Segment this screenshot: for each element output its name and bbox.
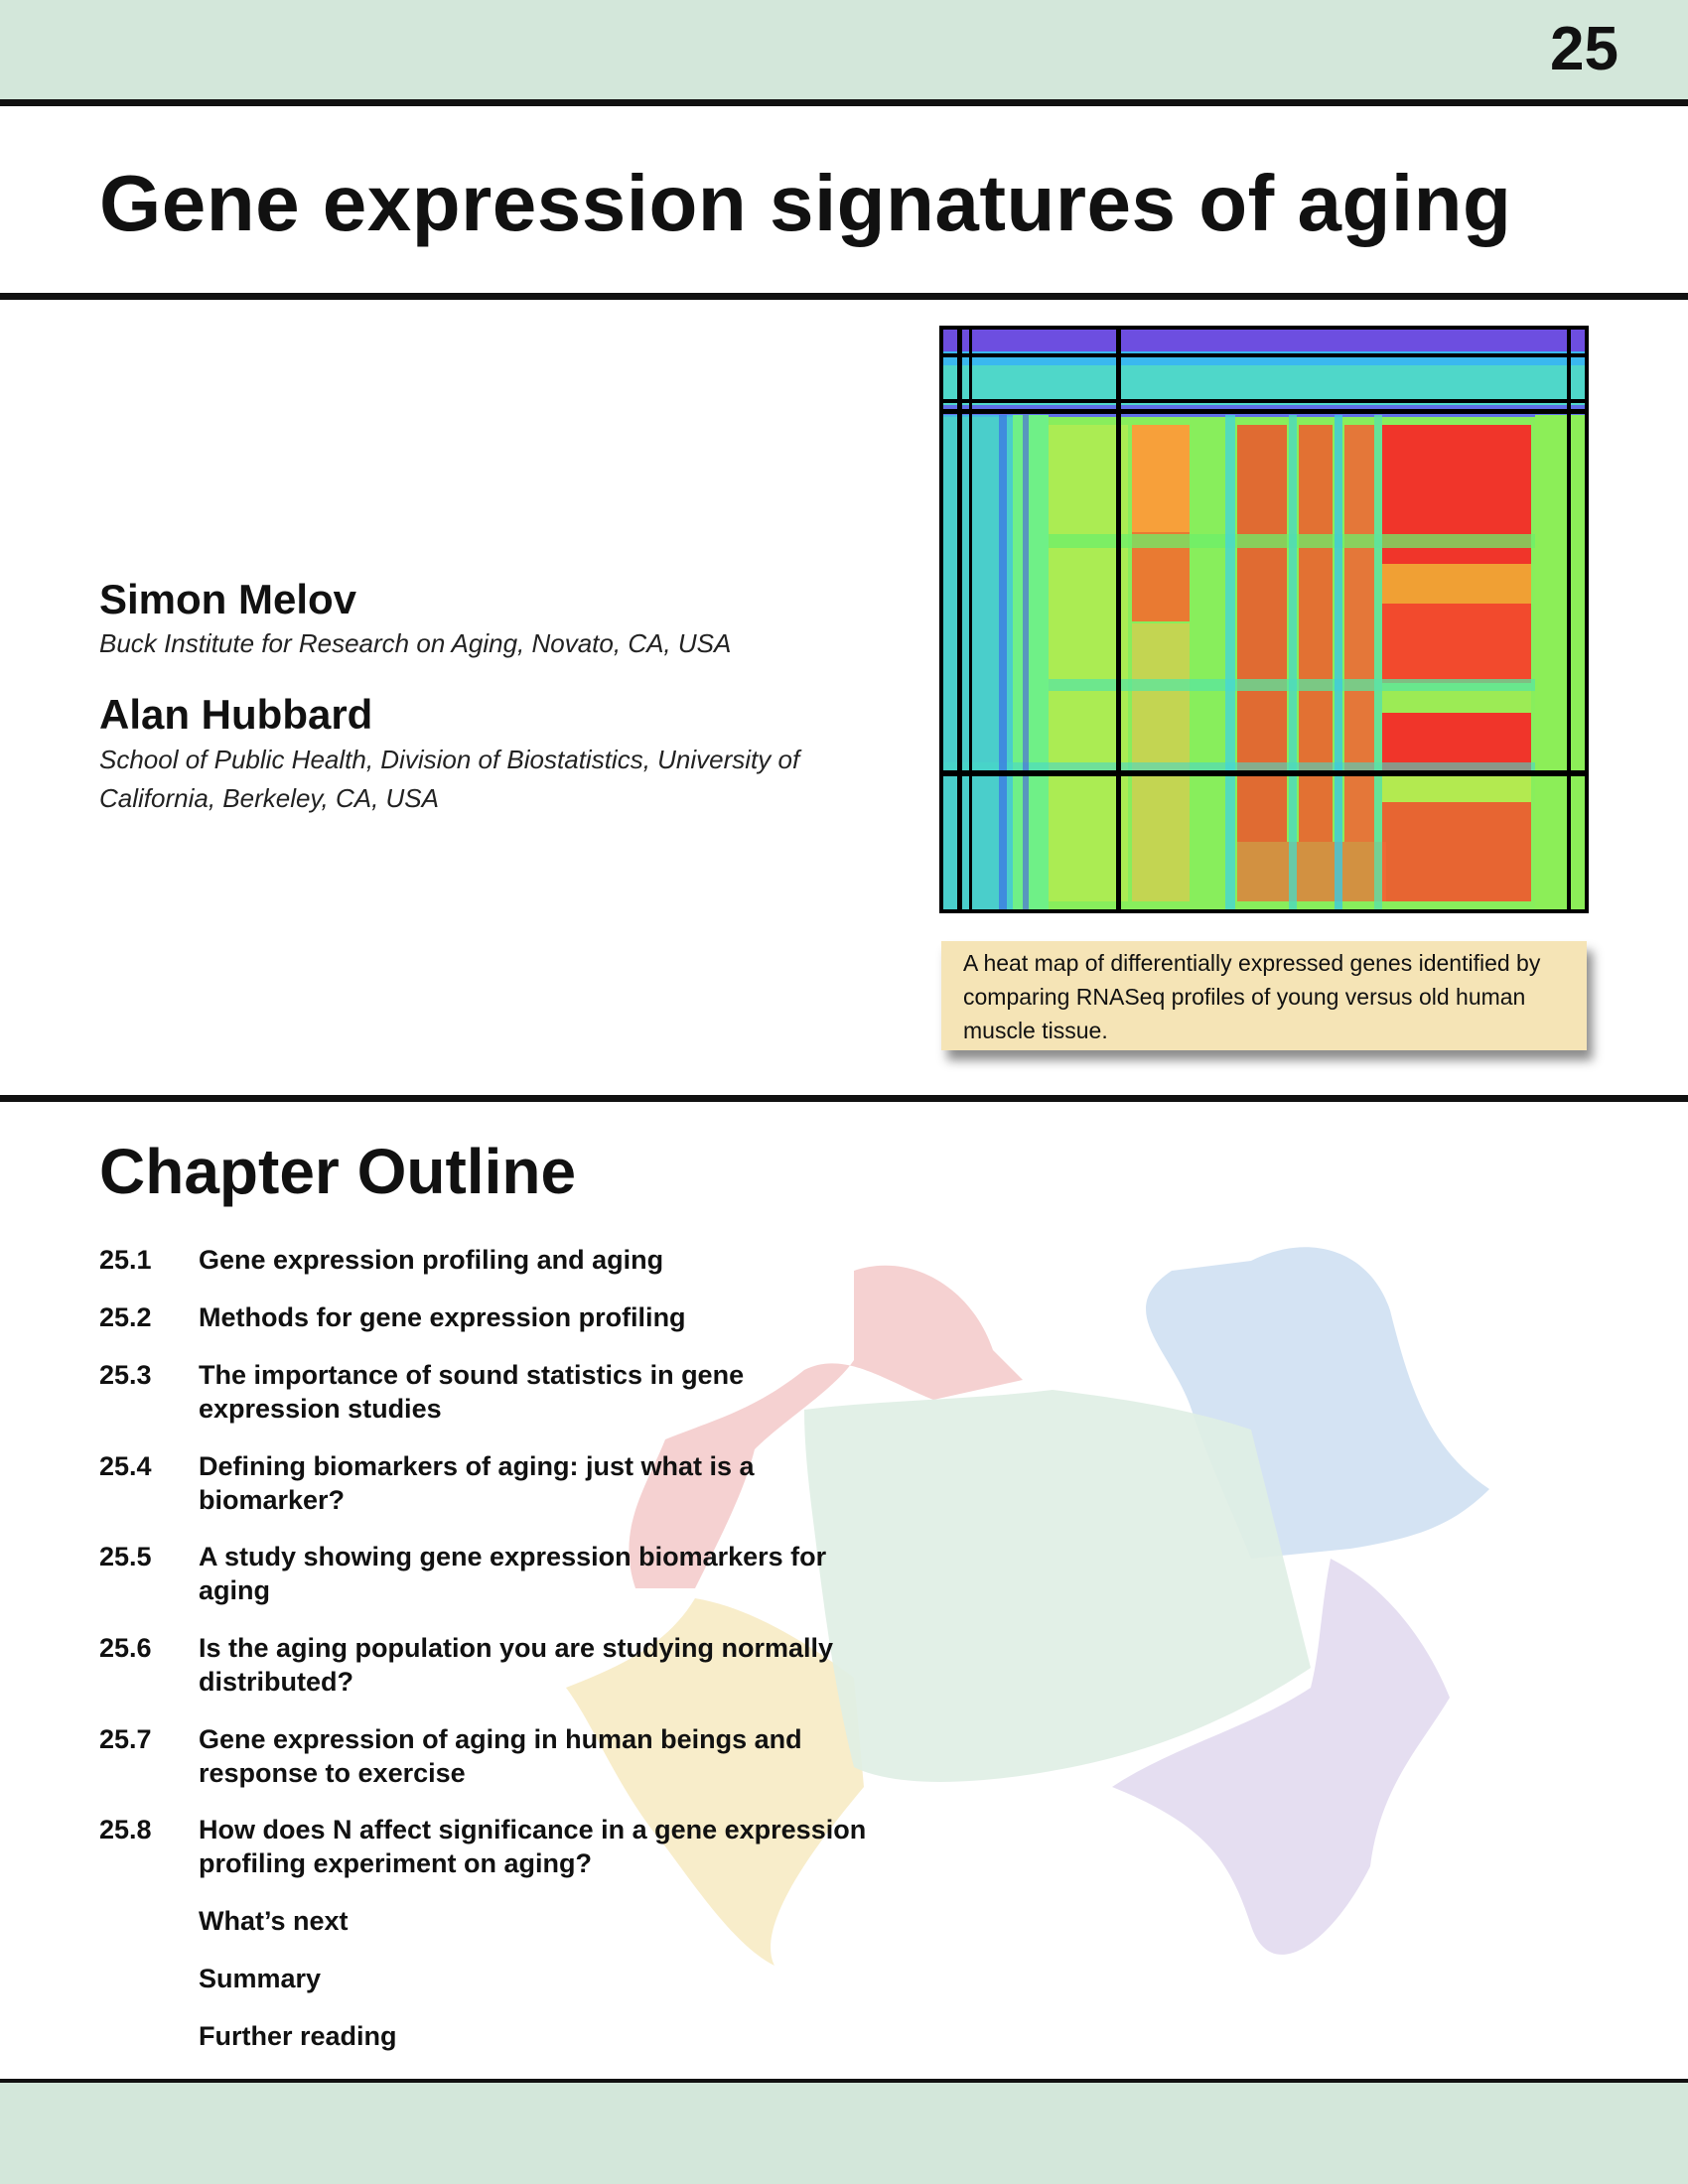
chapter-title: Gene expression signatures of aging bbox=[99, 159, 1512, 247]
outline-item-number: 25.2 bbox=[99, 1302, 152, 1332]
heatmap-block bbox=[1382, 564, 1531, 604]
divider bbox=[0, 99, 1688, 106]
page-number: 25 bbox=[1550, 15, 1618, 83]
outline-item-number: 25.4 bbox=[99, 1451, 152, 1481]
heatmap-grid-line bbox=[939, 409, 1589, 414]
outline-item-number: 25.7 bbox=[99, 1724, 152, 1754]
heatmap-band bbox=[1049, 679, 1585, 691]
divider bbox=[0, 293, 1688, 300]
outline-item-title: How does N affect significance in a gene expression profiling experiment on aging? bbox=[199, 1815, 867, 1878]
outline-item-number: 25.3 bbox=[99, 1360, 152, 1390]
heatmap-block bbox=[1382, 604, 1531, 683]
heatmap-block bbox=[1382, 802, 1531, 901]
author-affiliation: Buck Institute for Research on Aging, Novato, CA, USA bbox=[99, 628, 732, 658]
heatmap-grid-line bbox=[1116, 326, 1121, 913]
heatmap-image bbox=[939, 326, 1589, 913]
heatmap-block bbox=[1344, 425, 1374, 842]
heatmap-grid-line bbox=[969, 326, 972, 913]
heatmap-figure bbox=[939, 326, 1589, 913]
heatmap-band bbox=[1374, 415, 1382, 909]
heatmap-band bbox=[1013, 415, 1049, 909]
heatmap-grid-line bbox=[939, 770, 1589, 776]
heatmap-grid-line bbox=[957, 326, 962, 913]
heatmap-block bbox=[1299, 425, 1333, 842]
heatmap-band bbox=[1335, 415, 1342, 909]
outline-item-number: 25.5 bbox=[99, 1542, 152, 1571]
decorative-background-art bbox=[556, 1231, 1509, 2005]
header-band bbox=[0, 0, 1688, 99]
heatmap-band bbox=[943, 330, 1585, 351]
outline-item-title: Is the aging population you are studying normally distributed? bbox=[199, 1633, 834, 1697]
author-name: Alan Hubbard bbox=[99, 691, 373, 738]
outline-item-title: What’s next bbox=[199, 1906, 349, 1936]
footer-band bbox=[0, 2083, 1688, 2184]
outline-item-title: Methods for gene expression profiling bbox=[199, 1302, 686, 1332]
heatmap-block bbox=[1237, 425, 1287, 842]
heatmap-block bbox=[1237, 842, 1386, 901]
heatmap-band bbox=[1225, 415, 1235, 909]
author-affiliation: School of Public Health, Division of Biostatistics, University of California, Berkeley, CA, USA bbox=[99, 745, 800, 813]
outline-item-title: Further reading bbox=[199, 2021, 397, 2051]
heatmap-band bbox=[1023, 415, 1029, 909]
outline-item-number: 25.1 bbox=[99, 1245, 152, 1275]
heatmap-block bbox=[1132, 425, 1190, 532]
outline-item-number: 25.8 bbox=[99, 1815, 152, 1844]
figure-caption: A heat map of differentially expressed genes identified by comparing RNASeq profiles of young versus old human muscle tissue. bbox=[941, 941, 1587, 1050]
heatmap-grid-line bbox=[939, 353, 1589, 357]
heatmap-band bbox=[1289, 415, 1297, 909]
heatmap-band bbox=[943, 762, 1585, 770]
decorative-shape-green bbox=[804, 1390, 1311, 1782]
divider bbox=[0, 1095, 1688, 1102]
heatmap-band bbox=[999, 415, 1007, 909]
outline-item-title: The importance of sound statistics in gene expression studies bbox=[199, 1360, 745, 1424]
heatmap-grid-line bbox=[1567, 326, 1571, 913]
author-name: Simon Melov bbox=[99, 576, 357, 622]
heatmap-block bbox=[1382, 772, 1531, 802]
heatmap-band bbox=[1535, 415, 1585, 909]
heatmap-grid-line bbox=[939, 399, 1589, 403]
heatmap-band bbox=[1049, 534, 1585, 548]
outline-item-title: A study showing gene expression biomarkers for aging bbox=[199, 1542, 827, 1605]
outline-item-title: Summary bbox=[199, 1964, 322, 1993]
outline-item-title: Gene expression profiling and aging bbox=[199, 1245, 664, 1275]
outline-item-title: Gene expression of aging in human beings and response to exercise bbox=[199, 1724, 802, 1788]
outline-item-title: Defining biomarkers of aging: just what is a biomarker? bbox=[199, 1451, 755, 1515]
heatmap-grid-line bbox=[939, 326, 1589, 330]
outline-item-number: 25.6 bbox=[99, 1633, 152, 1663]
outline-heading: Chapter Outline bbox=[99, 1136, 577, 1207]
heatmap-grid-line bbox=[939, 909, 1589, 913]
